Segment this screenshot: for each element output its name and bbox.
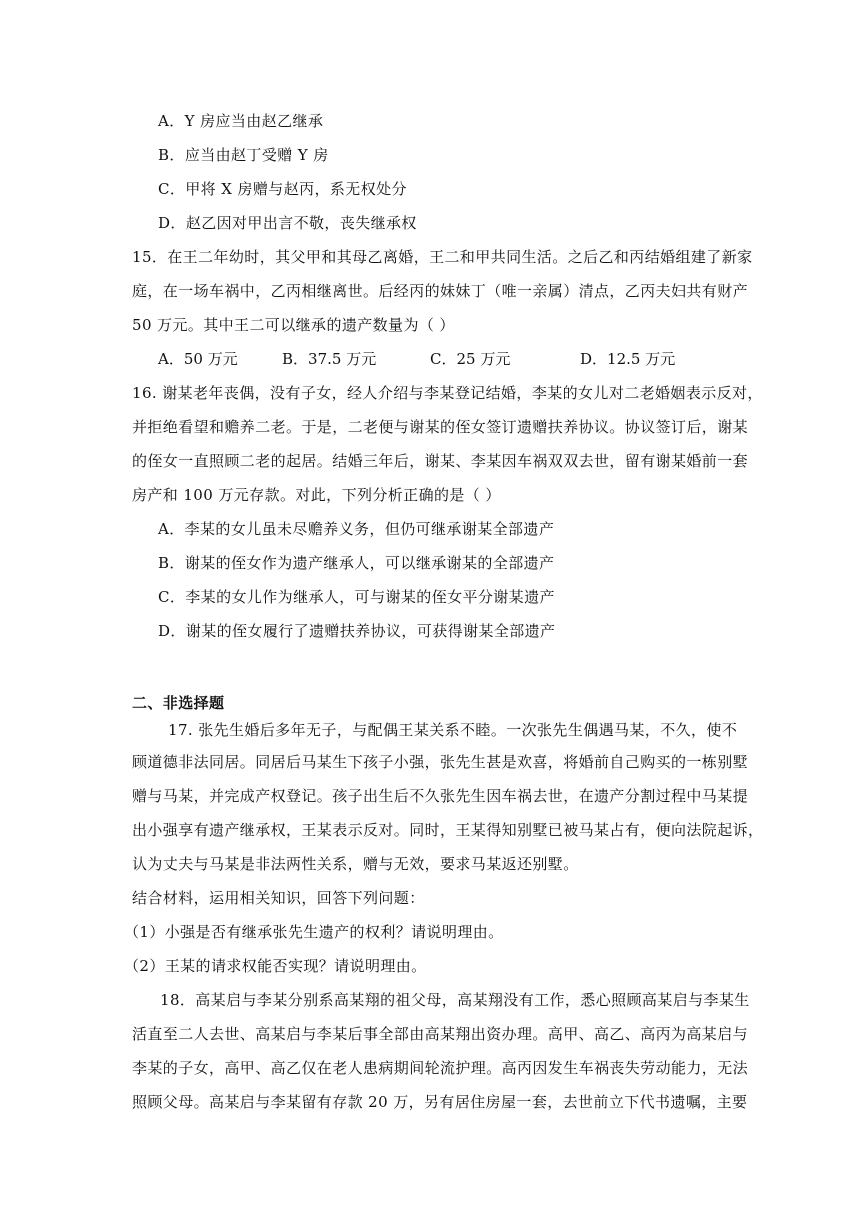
q14-option-c: C．甲将 X 房赠与赵丙，系无权处分 — [158, 180, 407, 198]
q17-material-line: 顾道德非法同居。同居后马某生下孩子小强，张先生甚是欢喜，将婚前自己购买的一栋别墅 — [132, 753, 749, 771]
q15-option-b: B．37.5 万元 — [282, 350, 377, 368]
q17-subquestion-1: （1）小强是否有继承张先生遗产的权利？请说明理由。 — [124, 923, 504, 941]
q14-option-b: B．应当由赵丁受赠 Y 房 — [158, 146, 329, 164]
q17-material-line: 认为丈夫与马某是非法两性关系，赠与无效，要求马某返还别墅。 — [132, 855, 579, 873]
q14-option-d: D．赵乙因对甲出言不敬，丧失继承权 — [158, 214, 417, 232]
q15-option-c: C．25 万元 — [430, 350, 511, 368]
q15-stem-line: 50 万元。其中王二可以继承的遗产数量为（ ） — [132, 316, 455, 334]
q16-stem-line: 的侄女一直照顾二老的起居。结婚三年后，谢某、李某因车祸双双去世，留有谢某婚前一套 — [132, 452, 749, 470]
q17-material-line: 赠与马某，并完成产权登记。孩子出生后不久张先生因车祸去世，在遗产分割过程中马某提 — [132, 787, 749, 805]
q18-material-line: 18．高某启与李某分别系高某翔的祖父母，高某翔没有工作，悉心照顾高某启与李某生 — [160, 991, 750, 1009]
q16-option-b: B．谢某的侄女作为遗产继承人，可以继承谢某的全部遗产 — [158, 554, 555, 572]
q18-material-line: 照顾父母。高某启与李某留有存款 20 万，另有居住房屋一套，去世前立下代书遗嘱，主要 — [132, 1093, 748, 1111]
q15-option-d: D．12.5 万元 — [580, 350, 676, 368]
section-heading: 二、非选择题 — [132, 694, 225, 712]
q15-option-a: A．50 万元 — [158, 350, 238, 368]
q16-stem-line: 并拒绝看望和赡养二老。于是，二老便与谢某的侄女签订遗赠扶养协议。协议签订后，谢某 — [132, 418, 749, 436]
q18-material-line: 活直至二人去世、高某启与李某后事全部由高某翔出资办理。高甲、高乙、高丙为高某启与 — [132, 1025, 749, 1043]
q17-material-line: 17. 张先生婚后多年无子，与配偶王某关系不睦。一次张先生偶遇马某，不久，使不 — [168, 721, 738, 739]
q16-stem-line: 房产和 100 万元存款。对此，下列分析正确的是（ ） — [132, 486, 501, 504]
q16-stem-line: 16. 谢某老年丧偶，没有子女，经人介绍与李某登记结婚，李某的女儿对二老婚姻表示反对， — [132, 384, 763, 402]
q17-prompt: 结合材料，运用相关知识，回答下列问题： — [132, 889, 425, 907]
q16-option-a: A．李某的女儿虽未尽赡养义务，但仍可继承谢某全部遗产 — [158, 520, 555, 538]
q15-stem-line: 庭，在一场车祸中，乙丙相继离世。后经丙的妹妹丁（唯一亲属）清点，乙丙夫妇共有财产 — [132, 282, 749, 300]
q17-subquestion-2: （2）王某的请求权能否实现？请说明理由。 — [124, 957, 427, 975]
q16-option-c: C．李某的女儿作为继承人，可与谢某的侄女平分谢某遗产 — [158, 588, 555, 606]
q15-stem-line: 15．在王二年幼时，其父甲和其母乙离婚，王二和甲共同生活。之后乙和丙结婚组建了新家 — [132, 248, 753, 266]
q14-option-a: A．Y 房应当由赵乙继承 — [158, 112, 324, 130]
q15-options — [158, 349, 718, 369]
q16-option-d: D．谢某的侄女履行了遗赠扶养协议，可获得谢某全部遗产 — [158, 622, 556, 640]
q17-material-line: 出小强享有遗产继承权，王某表示反对。同时，王某得知别墅已被马某占有，便向法院起诉， — [132, 821, 764, 839]
q18-material-line: 李某的子女，高甲、高乙仅在老人患病期间轮流护理。高丙因发生车祸丧失劳动能力，无法 — [132, 1059, 749, 1077]
